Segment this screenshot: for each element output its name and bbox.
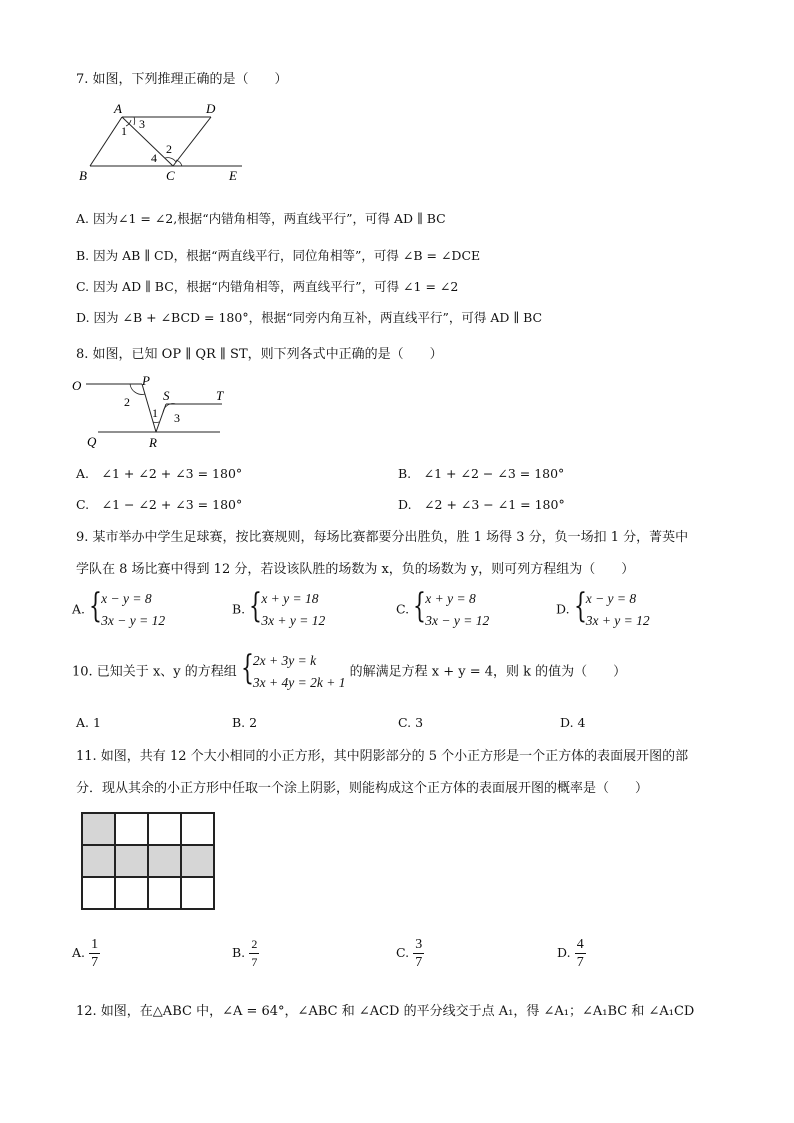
q8-stem: 8. 如图，已知 OP ∥ QR ∥ ST，则下列各式中正确的是（ ） [76,347,443,362]
q8-label-T: T [216,388,224,403]
q8-label-Q: Q [87,434,97,449]
q8-option-d: D. ∠2 + ∠3 − ∠1 = 180° [398,497,565,512]
q9-stem-line1: 9. 某市举办中学生足球赛，按比赛规则，每场比赛都要分出胜负，胜 1 场得 3 分，负一场扣 1 分，菁英中 [76,530,689,545]
q9-eq2: 3x + y = 12 [261,613,326,628]
q8-option-a: A. ∠1 + ∠2 + ∠3 = 180° [76,466,243,481]
q8-option-b: B. ∠1 + ∠2 − ∠3 = 180° [398,466,565,481]
grid-cell [148,813,181,845]
q10-eq2: 3x + 4y = 2k + 1 [252,675,346,690]
grid-cell [115,877,148,909]
q7-stem: 7. 如图，下列推理正确的是（ ） [76,72,288,87]
grid-cell [148,877,181,909]
q8-label-1: 1 [152,406,158,420]
q7-label-D: D [206,101,216,116]
q7-option-d: D. 因为 ∠B + ∠BCD = 180°，根据“同旁内角互补，两直线平行”，可得 AD ∥ BC [76,310,543,325]
q9-eq2: 3x − y = 12 [425,613,490,628]
q8-option-c: C. ∠1 − ∠2 + ∠3 = 180° [76,497,243,512]
q8-label-R: R [149,435,157,450]
q12-stem: 12. 如图，在△ABC 中，∠A = 64°，∠ABC 和 ∠ACD 的平分线交于点 A₁，得 ∠A₁；∠A₁BC 和 ∠A₁CD [76,1004,695,1019]
q9-eq1: x + y = 8 [425,591,476,606]
q9-option-c: C. { x + y = 8 3x − y = 12 [396,588,489,632]
q9-option-label: A. [72,601,86,617]
q9-eq1: x − y = 8 [101,591,152,606]
q7-option-a: A. 因为∠1 = ∠2,根据“内错角相等，两直线平行”，可得 AD ∥ BC [76,211,446,226]
fraction-denominator: 7 [251,955,258,969]
q9-eq2: 3x + y = 12 [585,613,650,628]
grid-cell [181,877,214,909]
grid-cell-shaded [115,845,148,877]
q10-prefix: 10. 已知关于 x、y 的方程组 [72,664,237,680]
q9-option-d: D. { x − y = 8 3x + y = 12 [556,588,650,632]
q10-option-a: A. 1 [76,715,101,730]
grid-cell [115,813,148,845]
q10-option-d: D. 4 [560,715,586,730]
fraction-numerator: 2 [249,936,259,954]
q11-option-c [396,936,424,971]
q11-square-grid [81,812,215,910]
q7-label-2: 2 [166,142,172,156]
fraction-numerator: 3 [415,937,423,952]
q9-option-label: D. [556,601,570,617]
q11-stem-line1: 11. 如图，共有 12 个大小相同的小正方形，其中阴影部分的 5 个小正方形是一个正方体的表面展开图的部 [76,749,689,764]
q11-option-label: C. [396,945,410,960]
q7-label-B: B [79,168,87,183]
q11-option-d [557,936,586,971]
fraction-numerator: 4 [576,937,584,952]
q7-figure [76,98,256,186]
q10-stem: 10. 已知关于 x、y 的方程组 { 2x + 3y = k 3x + 4y = 2k + 1 的解满足方程 x + y = 4，则 k 的值为（ ） [72,650,626,694]
q10-option-b: B. 2 [232,715,258,730]
q9-option-b: B. { x + y = 18 3x + y = 12 [232,588,325,632]
q11-option-label: D. [557,945,571,960]
q8-label-2: 2 [124,395,130,409]
grid-cell-shaded [82,813,115,845]
q8-figure [70,372,240,454]
q10-suffix: 的解满足方程 x + y = 4，则 k 的值为（ ） [349,664,627,680]
q9-eq2: 3x − y = 12 [101,613,166,628]
grid-cell-shaded [148,845,181,877]
q7-option-c: C. 因为 AD ∥ BC，根据“内错角相等，两直线平行”，可得 ∠1 = ∠2 [76,279,459,294]
q7-label-1: 1 [121,124,127,138]
q8-label-O: O [72,378,82,393]
q11-option-label: A. [72,945,86,960]
q7-label-E: E [229,168,237,183]
q11-stem-line2: 分．现从其余的小正方形中任取一个涂上阴影，则能构成这个正方体的表面展开图的概率是（ ） [76,781,649,796]
grid-cell [82,877,115,909]
fraction-denominator: 7 [576,955,584,970]
fraction-denominator: 7 [415,955,423,970]
q8-label-P: P [142,373,150,388]
q8-label-S: S [163,388,170,403]
q9-stem-line2: 学队在 8 场比赛中得到 12 分，若设该队胜的场数为 x，负的场数为 y，则可列方程组为（ ） [76,562,635,577]
q9-eq1: x + y = 18 [261,591,319,606]
q7-label-3: 3 [139,117,145,131]
q9-option-label: B. [232,601,246,617]
q10-option-c: C. 3 [398,715,424,730]
q7-label-4: 4 [151,151,157,165]
q7-label-C: C [166,168,175,183]
q11-option-a [72,936,100,971]
q11-option-label: B. [232,945,246,960]
q9-eq1: x − y = 8 [585,591,637,606]
q9-option-label: C. [396,601,410,617]
grid-cell [181,813,214,845]
fraction-denominator: 7 [91,955,99,970]
q11-option-b [232,936,259,971]
q10-eq1: 2x + 3y = k [252,653,317,668]
q9-option-a: A. { x − y = 8 3x − y = 12 [72,588,165,632]
q7-option-b: B. 因为 AB ∥ CD，根据“两直线平行，同位角相等”，可得 ∠B = ∠DCE [76,248,481,263]
q7-label-A: A [114,101,122,116]
fraction-numerator: 1 [91,937,99,952]
grid-cell-shaded [82,845,115,877]
grid-cell-shaded [181,845,214,877]
q8-label-3: 3 [174,411,180,425]
